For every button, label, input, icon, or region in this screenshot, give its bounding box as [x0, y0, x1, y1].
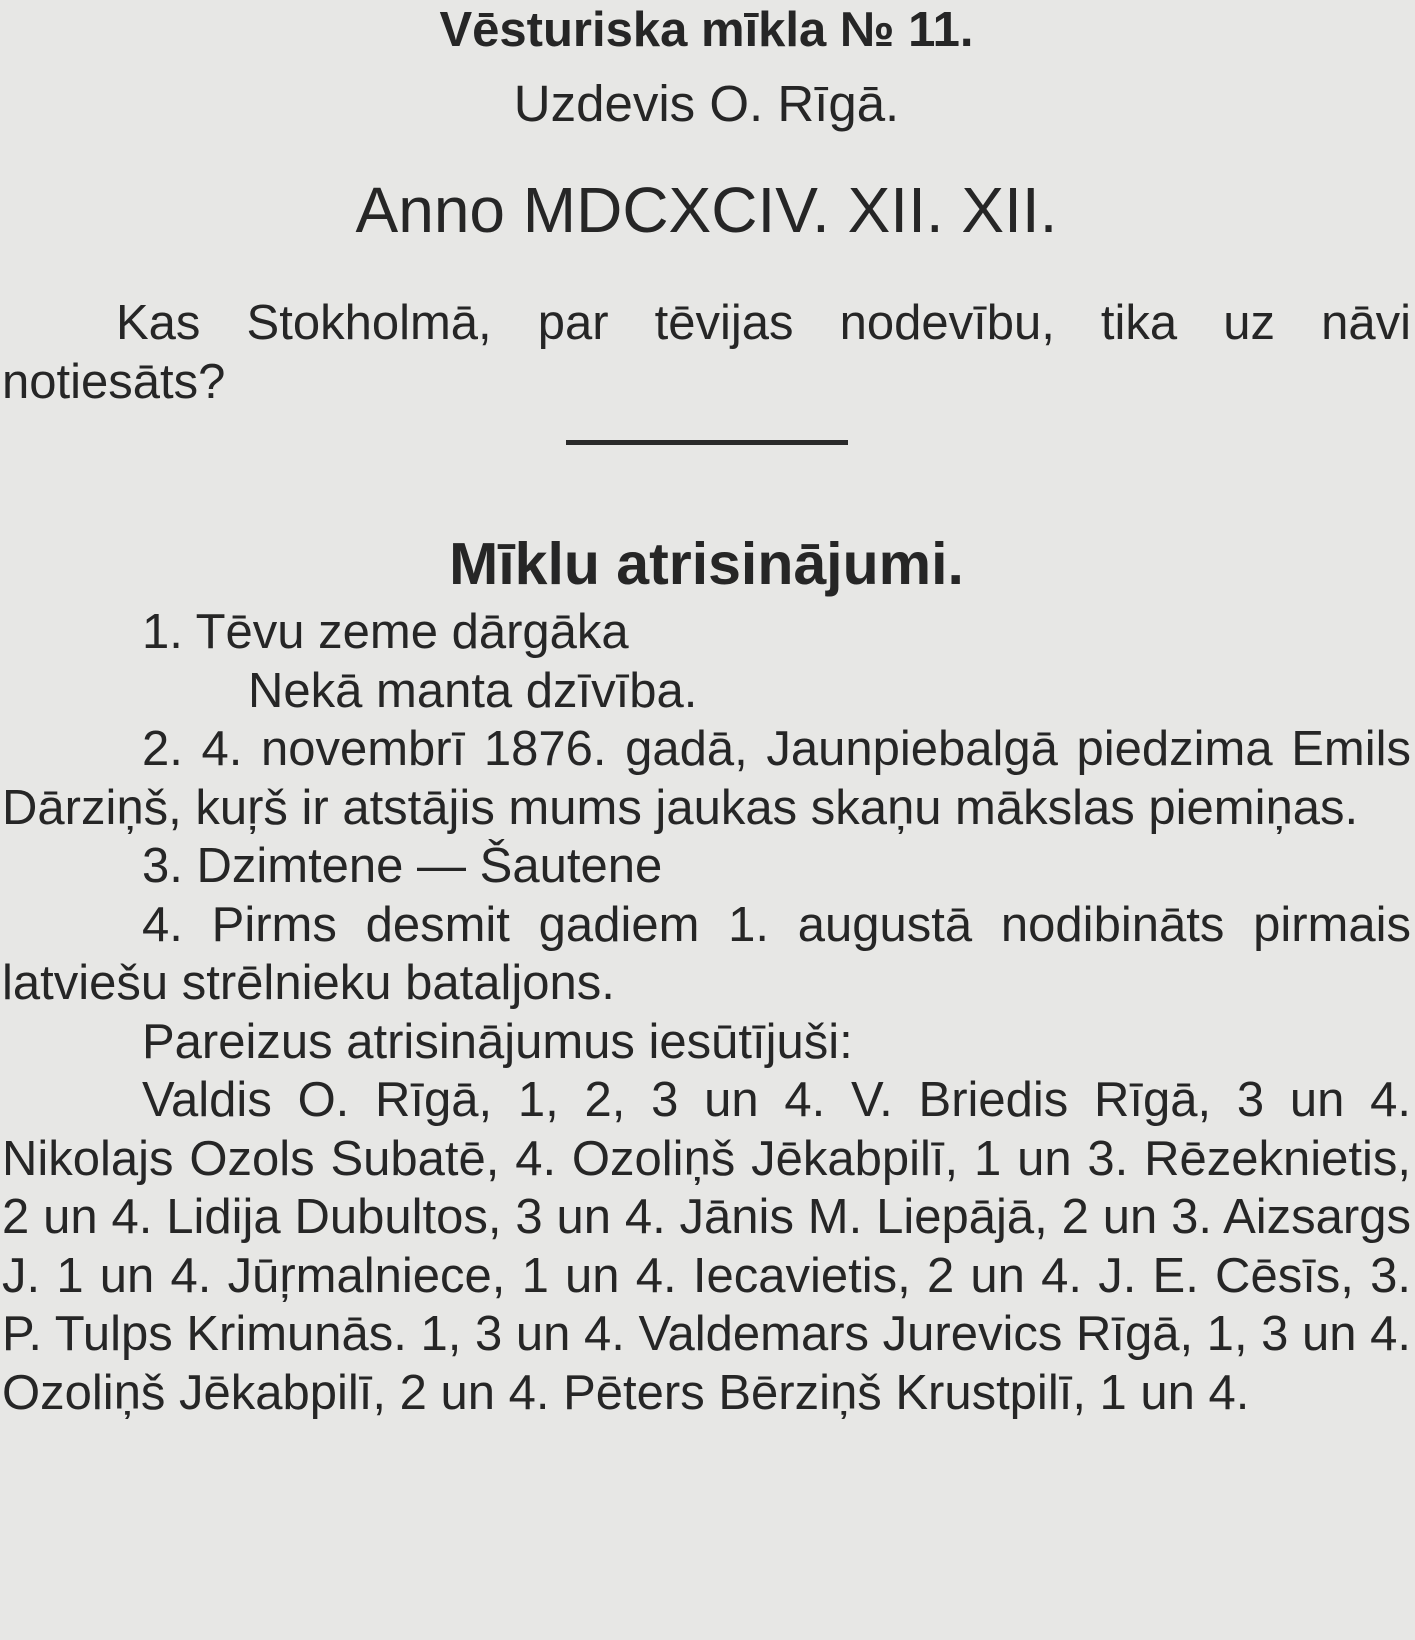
riddle-author: Uzdevis O. Rīgā.	[513, 75, 900, 132]
riddle-question: Kas Stokholmā, par tēvijas nodevību, tika uz nāvi notiesāts?	[2, 296, 1411, 409]
riddle-date: Anno MDCXCIV. XII. XII.	[355, 174, 1058, 246]
solution-1-line-1: 1. Tēvu zeme dārgāka	[142, 605, 629, 659]
senders-list: Valdis O. Rīgā, 1, 2, 3 un 4. V. Briedis Rīgā, 3 un 4. Nikolajs Ozols Subatē, 4. Ozoliņš Jēkabpilī, 1 un 3. Rēzeknietis, 2 un 4. Lidija Dubultos, 3 un 4. Jānis M. Liepājā, 2 un 3. Aizsargs J. 1 un 4. Jūŗmalniece, 1 un 4. Iecavietis, 2 un 4. J. E. Cēsīs, 3. P. Tulps Krimunās. 1, 3 un 4. Valdemars Jurevics Rīgā, 1, 3 un 4. Ozoliņš Jēkabpilī, 2 un 4. Pēters Bērziņš Krustpilī, 1 un 4.	[2, 1073, 1412, 1420]
solution-2: 2. 4. novembrī 1876. gadā, Jaunpiebalgā piedzima Emils Dārziņš, kuŗš ir atstājis mums jaukas skaņu mākslas piemiņas.	[2, 722, 1411, 835]
solutions-list	[2, 603, 1411, 1422]
solution-1-line-2: Nekā manta dzīvība.	[248, 663, 698, 718]
riddle-title: Vēsturiska mīkla № 11.	[439, 3, 974, 57]
solution-4: 4. Pirms desmit gadiem 1. augustā nodibināts pirmais latviešu strēlnieku bataljons.	[2, 897, 1411, 1010]
solution-3: 3. Dzimtene — Šautene	[142, 839, 663, 893]
solutions-heading: Mīklu atrisinājumi.	[449, 531, 964, 597]
section-divider	[566, 440, 848, 445]
correct-answers-label: Pareizus atrisinājumus iesūtījuši:	[142, 1014, 853, 1069]
